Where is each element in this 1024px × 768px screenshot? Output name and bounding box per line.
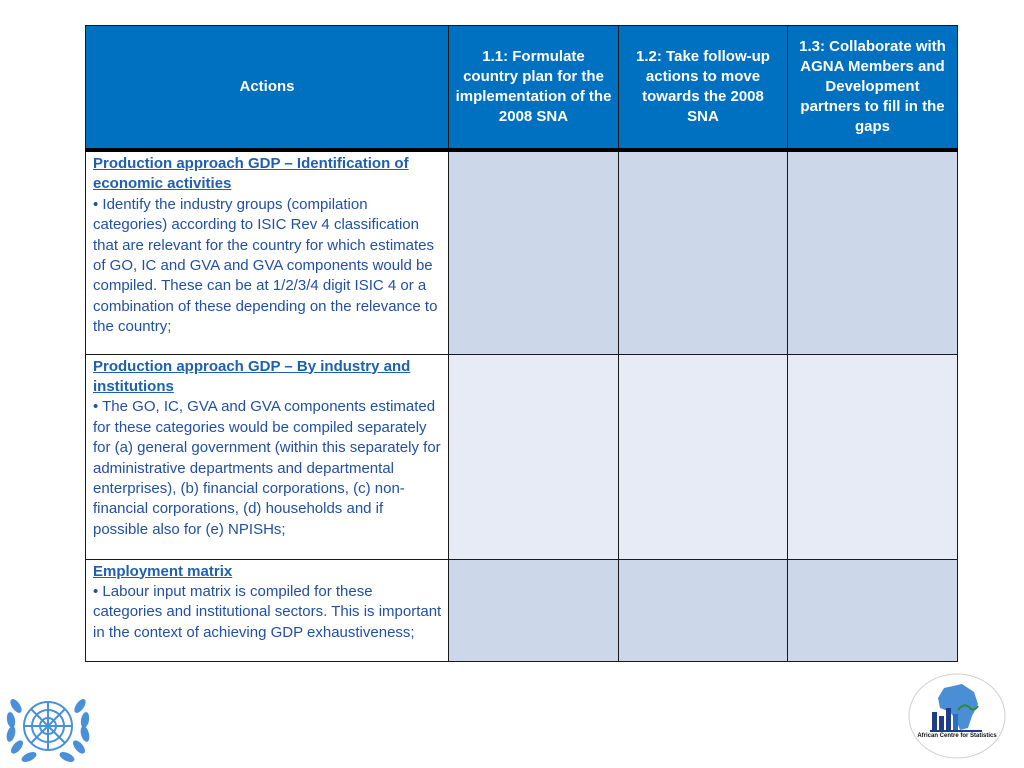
cell-follow-up-actions[interactable] — [619, 150, 788, 354]
cell-formulate-plan[interactable] — [449, 559, 619, 661]
acs-logo-icon — [904, 672, 1010, 764]
cell-follow-up-actions[interactable] — [619, 559, 788, 661]
table-row — [86, 559, 958, 661]
header-collaborate: 1.3: Collaborate with AGNA Members and Development partners to fill in the gaps — [788, 26, 958, 151]
action-description: • The GO, IC, GVA and GVA components estimated for these categories would be compiled separately for (a) general government (within this separately for administrative departments and departmental enterprises), (b) financial corporations, (c) non-financial corporations, (d) households and if possible also for (e) NPISHs; — [93, 398, 441, 538]
action-description: • Labour input matrix is compiled for these categories and institutional sectors. This is important in the context of achieving GDP exhaustiveness; — [93, 582, 442, 641]
action-cell — [86, 150, 449, 354]
cell-follow-up-actions[interactable] — [619, 354, 788, 559]
table-row — [86, 354, 958, 559]
header-actions: Actions — [86, 26, 449, 151]
action-title: Production approach GDP – Identification of economic activities — [93, 155, 409, 193]
action-description: • Identify the industry groups (compilation categories) according to ISIC Rev 4 classification that are relevant for the country for which estimates of GO, IC and GVA and GVA components would be compiled. These can be at 1/2/3/4 digit ISIC 4 or a combination of these depending on the relevance to the country; — [93, 195, 438, 336]
action-cell — [86, 354, 449, 559]
action-cell — [86, 559, 449, 661]
un-emblem-icon — [2, 686, 94, 766]
action-title: Employment matrix — [93, 562, 233, 580]
cell-collaborate[interactable] — [788, 150, 958, 354]
cell-collaborate[interactable] — [788, 354, 958, 559]
header-row — [86, 26, 958, 151]
actions-table — [85, 25, 958, 662]
header-follow-up-actions: 1.2: Take follow-up actions to move towards the 2008 SNA — [619, 26, 788, 151]
cell-formulate-plan[interactable] — [449, 354, 619, 559]
header-formulate-plan: 1.1: Formulate country plan for the implementation of the 2008 SNA — [449, 26, 619, 151]
cell-collaborate[interactable] — [788, 559, 958, 661]
action-title: Production approach GDP – By industry and institutions — [93, 357, 411, 395]
table-row — [86, 150, 958, 354]
acs-logo-caption: African Centre for Statistics — [917, 733, 997, 739]
cell-formulate-plan[interactable] — [449, 150, 619, 354]
